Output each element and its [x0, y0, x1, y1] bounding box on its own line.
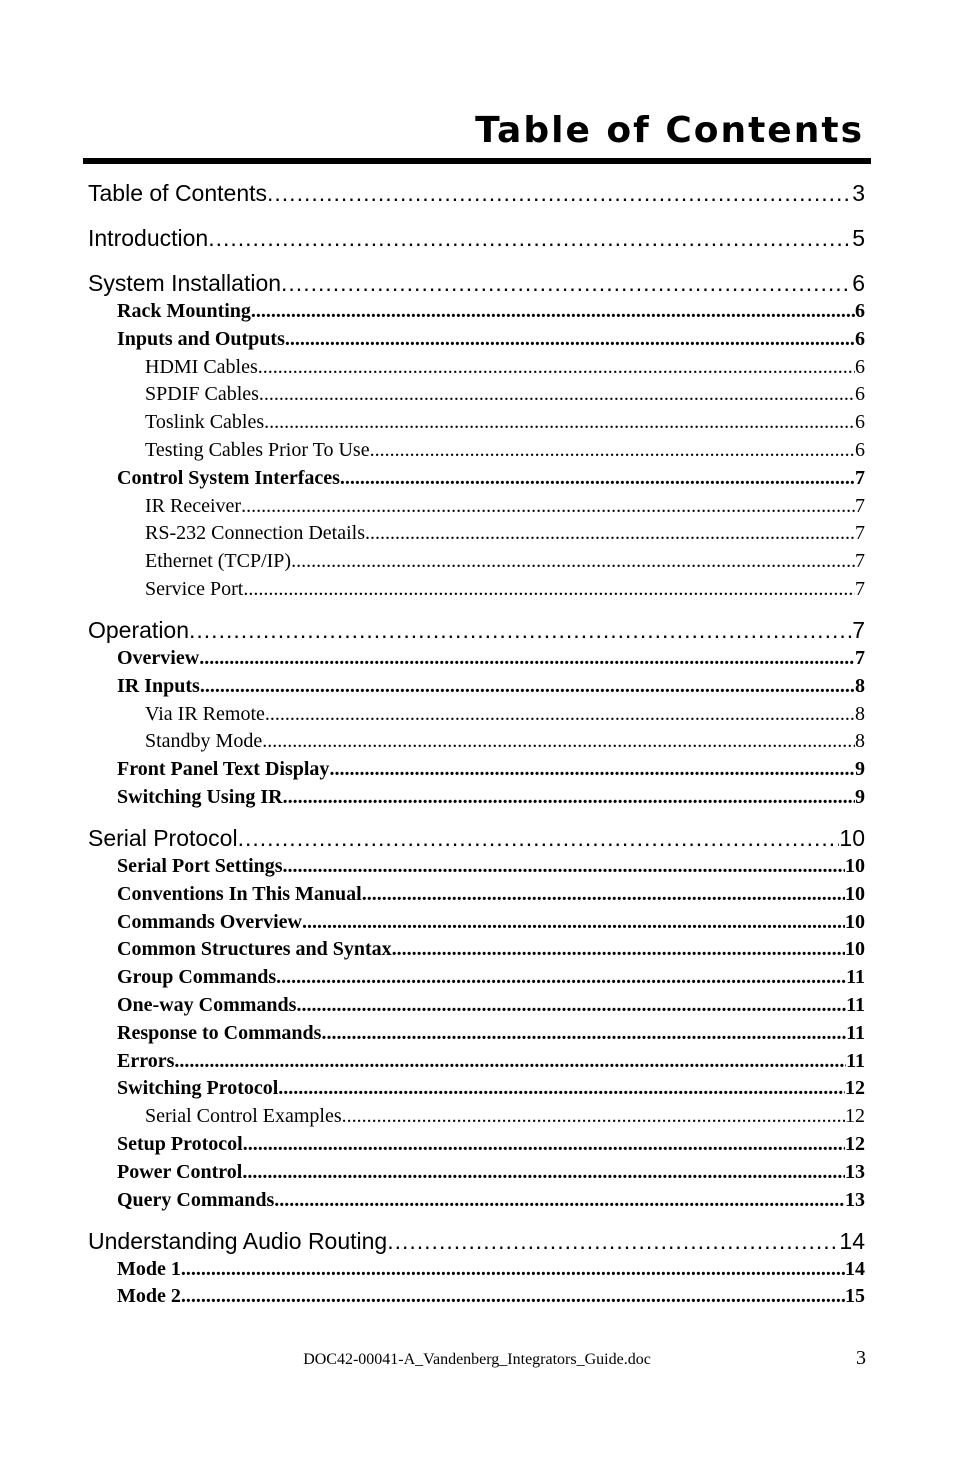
toc-entry-page: 9	[855, 786, 865, 808]
toc-entry-label: Query Commands	[117, 1188, 275, 1211]
toc-entry-page: 6	[855, 383, 865, 406]
toc-entry-page: 13	[845, 1160, 865, 1183]
toc-dot-leader	[265, 703, 855, 726]
toc-entry-level-1[interactable]	[88, 225, 865, 252]
toc-dot-leader	[276, 966, 846, 989]
toc-dot-leader	[199, 647, 855, 670]
toc-entry-level-2[interactable]	[117, 1189, 865, 1212]
toc-dot-leader	[285, 328, 855, 351]
toc-entry-level-2[interactable]	[117, 855, 865, 878]
toc-entry-page: 7	[855, 466, 865, 489]
toc-entry-label: Mode 1	[117, 1257, 181, 1280]
toc-dot-leader	[238, 825, 840, 852]
toc-dot-leader	[181, 1285, 845, 1308]
toc-entry-label: Front Panel Text Display	[117, 758, 330, 781]
toc-entry-page: 7	[855, 494, 865, 517]
toc-dot-leader	[302, 911, 845, 934]
toc-dot-leader	[251, 300, 855, 323]
toc-entry-level-3[interactable]	[145, 703, 865, 726]
toc-entry-page: 11	[846, 966, 865, 989]
toc-dot-leader	[283, 855, 845, 878]
toc-dot-leader	[264, 411, 855, 434]
toc-entry-label: Ethernet (TCP/IP)	[145, 550, 292, 573]
toc-entry-level-2[interactable]	[117, 1161, 865, 1184]
toc-entry-page: 11	[846, 1021, 865, 1044]
toc-entry-label: HDMI Cables	[145, 355, 258, 378]
toc-dot-leader	[283, 786, 855, 809]
toc-entry-level-2[interactable]	[117, 758, 865, 781]
toc-entry-page: 12	[845, 1105, 865, 1128]
toc-entry-level-2[interactable]	[117, 883, 865, 906]
toc-entry-label: Response to Commands	[117, 1021, 322, 1044]
toc-entry-label: Serial Protocol	[88, 825, 238, 851]
toc-entry-label: Toslink Cables	[145, 411, 265, 434]
toc-entry-page: 7	[855, 578, 865, 600]
title-rule	[83, 158, 871, 164]
toc-entry-level-3[interactable]	[145, 730, 865, 753]
toc-entry-label: Via IR Remote	[145, 702, 265, 725]
toc-dot-leader	[387, 1228, 839, 1255]
page-title: Table of Contents	[475, 110, 864, 151]
toc-entry-label: Service Port	[145, 578, 244, 600]
toc-entry-level-2[interactable]	[117, 1133, 865, 1156]
toc-entry-page: 7	[855, 647, 865, 669]
toc-entry-level-2[interactable]	[117, 328, 865, 351]
toc-entry-label: Serial Port Settings	[117, 855, 283, 877]
toc-entry-label: IR Inputs	[117, 674, 200, 697]
toc-entry-level-2[interactable]	[117, 786, 865, 809]
toc-entry-label: Testing Cables Prior To Use	[145, 439, 370, 461]
toc-entry-level-2[interactable]	[117, 966, 865, 989]
toc-entry-label: IR Receiver	[145, 494, 242, 517]
toc-entry-label: Operation	[88, 617, 190, 643]
toc-dot-leader	[200, 675, 855, 698]
toc-entry-page: 5	[852, 225, 865, 251]
footer-page-number: 3	[856, 1347, 866, 1369]
toc-entry-page: 11	[846, 994, 865, 1016]
toc-dot-leader	[274, 1189, 845, 1212]
toc-entry-label: Power Control	[117, 1160, 243, 1183]
toc-entry-level-3[interactable]	[145, 1105, 865, 1128]
toc-dot-leader	[181, 1258, 845, 1281]
toc-entry-page: 6	[855, 327, 865, 350]
toc-dot-leader	[242, 1161, 845, 1184]
toc-entry-level-2[interactable]	[117, 1285, 865, 1308]
toc-entry-level-2[interactable]	[117, 911, 865, 934]
toc-entry-label: Common Structures and Syntax	[117, 938, 392, 961]
toc-entry-page: 13	[845, 1188, 865, 1211]
toc-entry-page: 6	[855, 411, 865, 434]
toc-entry-label: Table of Contents	[88, 180, 268, 206]
toc-dot-leader	[370, 439, 855, 462]
toc-entry-page: 6	[855, 355, 865, 378]
toc-entry-label: Standby Mode	[145, 730, 263, 753]
toc-entry-page: 9	[855, 758, 865, 781]
toc-entry-label: Understanding Audio Routing	[88, 1227, 388, 1254]
toc-entry-page: 14	[845, 1257, 865, 1280]
toc-entry-level-1[interactable]	[88, 180, 865, 207]
toc-dot-leader	[296, 994, 846, 1017]
toc-entry-page: 8	[855, 730, 865, 753]
toc-entry-label: Switching Protocol	[117, 1077, 279, 1100]
toc-dot-leader	[258, 356, 855, 379]
toc-entry-label: Inputs and Outputs	[117, 327, 285, 350]
toc-entry-level-2[interactable]	[117, 675, 865, 698]
toc-entry-level-1[interactable]	[88, 1228, 865, 1255]
footer-document-name: DOC42-00041-A_Vandenberg_Integrators_Guide.doc	[303, 1351, 651, 1368]
toc-entry-label: Conventions In This Manual	[117, 882, 362, 905]
toc-dot-leader	[267, 180, 852, 207]
toc-entry-page: 10	[845, 910, 865, 933]
toc-entry-page: 7	[855, 522, 865, 545]
toc-dot-leader	[208, 225, 852, 252]
toc-dot-leader	[291, 550, 855, 573]
toc-entry-page: 10	[845, 938, 865, 961]
toc-entry-label: Serial Control Examples	[145, 1105, 342, 1128]
toc-entry-level-3[interactable]	[145, 411, 865, 434]
toc-dot-leader	[365, 522, 855, 545]
toc-dot-leader	[342, 1105, 845, 1128]
toc-entry-label: Setup Protocol	[117, 1133, 243, 1155]
toc-entry-page: 12	[845, 1133, 865, 1155]
toc-entry-level-2[interactable]	[117, 1050, 865, 1073]
toc-dot-leader	[174, 1050, 846, 1073]
toc-entry-page: 10	[845, 882, 865, 905]
toc-entry-level-2[interactable]	[117, 1077, 865, 1100]
toc-dot-leader	[241, 495, 855, 518]
toc-entry-level-2[interactable]	[117, 938, 865, 961]
toc-entry-level-3[interactable]	[145, 522, 865, 545]
toc-entry-page: 10	[845, 855, 865, 877]
toc-entry-level-3[interactable]	[145, 356, 865, 379]
toc-entry-level-3[interactable]	[145, 383, 865, 406]
toc-entry-page: 8	[855, 702, 865, 725]
toc-entry-level-2[interactable]	[117, 467, 865, 490]
toc-entry-label: Group Commands	[117, 966, 277, 989]
toc-entry-level-1[interactable]	[88, 825, 865, 852]
toc-entry-label: Control System Interfaces	[117, 466, 340, 489]
toc-entry-page: 6	[855, 300, 865, 322]
toc-entry-label: One-way Commands	[117, 994, 297, 1016]
toc-entry-label: RS-232 Connection Details	[145, 522, 365, 545]
toc-entry-page: 12	[845, 1077, 865, 1100]
toc-dot-leader	[243, 1133, 845, 1156]
toc-entry-level-2[interactable]	[117, 300, 865, 323]
toc-entry-page: 15	[845, 1285, 865, 1308]
toc-entry-level-1[interactable]	[88, 270, 865, 297]
toc-entry-page: 14	[839, 1227, 865, 1254]
toc-entry-label: Overview	[117, 647, 200, 669]
toc-entry-page: 7	[852, 617, 865, 643]
toc-dot-leader	[321, 1022, 846, 1045]
toc-entry-page: 8	[855, 674, 865, 697]
toc-entry-level-3[interactable]	[145, 495, 865, 518]
toc-entry-level-3[interactable]	[145, 439, 865, 462]
toc-entry-level-2[interactable]	[117, 1258, 865, 1281]
toc-dot-leader	[189, 617, 852, 644]
toc-entry-label: Switching Using IR	[117, 786, 283, 808]
toc-entry-page: 3	[852, 180, 865, 206]
toc-entry-page: 10	[839, 825, 865, 851]
toc-entry-level-2[interactable]	[117, 994, 865, 1017]
toc-entry-level-1[interactable]	[88, 617, 865, 644]
toc-entry-page: 7	[855, 550, 865, 573]
toc-dot-leader	[340, 467, 855, 490]
toc-entry-page: 6	[852, 270, 865, 296]
toc-dot-leader	[362, 883, 845, 906]
toc-entry-label: System Installation	[88, 270, 282, 296]
toc-entry-level-2[interactable]	[117, 1022, 865, 1045]
toc-entry-label: SPDIF Cables	[145, 383, 259, 406]
toc-dot-leader	[259, 383, 855, 406]
toc-entry-label: Rack Mounting	[117, 300, 251, 322]
toc-entry-level-2[interactable]	[117, 647, 865, 670]
toc-entry-level-3[interactable]	[145, 550, 865, 573]
toc-entry-page: 6	[855, 439, 865, 461]
toc-dot-leader	[243, 578, 855, 601]
toc-entry-page: 11	[846, 1049, 865, 1072]
toc-entry-label: Commands Overview	[117, 910, 302, 933]
toc-dot-leader	[281, 270, 852, 297]
toc-entry-label: Errors	[117, 1049, 175, 1072]
toc-dot-leader	[262, 730, 855, 753]
toc-entry-label: Mode 2	[117, 1285, 181, 1308]
toc-entry-label: Introduction	[88, 225, 209, 251]
toc-dot-leader	[392, 938, 845, 961]
toc-dot-leader	[329, 758, 855, 781]
toc-dot-leader	[278, 1077, 845, 1100]
toc-entry-level-3[interactable]	[145, 578, 865, 601]
